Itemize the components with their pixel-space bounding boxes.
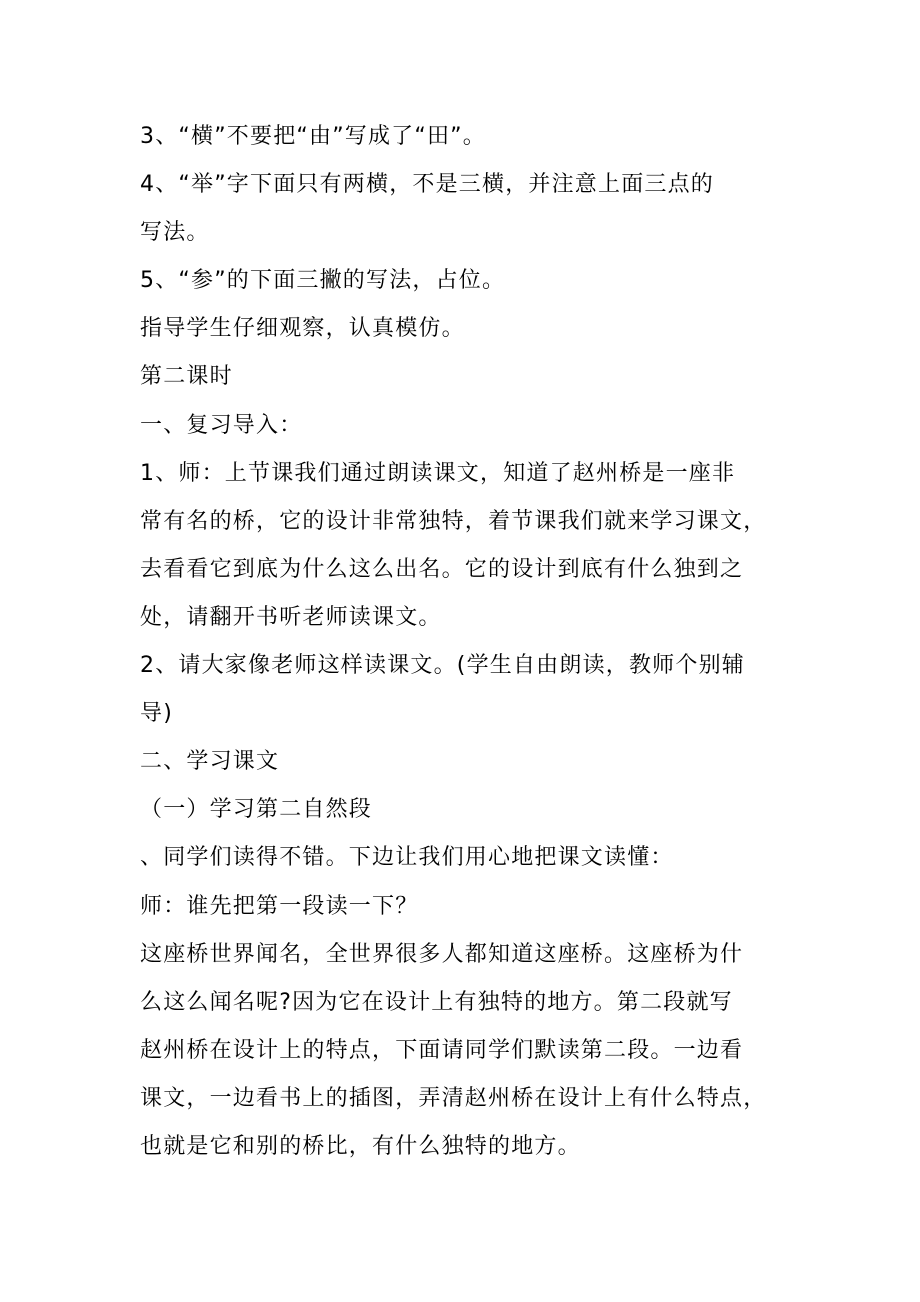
section-heading-review-intro: 一、复习导入： [140,412,303,438]
praise-paragraph: 、同学们读得不错。下边让我们用心地把课文读懂： [140,845,674,871]
explanation-line-5: 也就是它和别的桥比，有什么独特的地方。 [140,1133,581,1159]
review-step-1-line-2: 常有名的桥，它的设计非常独特，着节课我们就来学习课文， [140,508,767,534]
review-step-2-line-1: 2、请大家像老师这样读课文。(学生自由朗读，教师个别辅 [140,653,745,679]
review-step-1-line-3: 去看看它到底为什么这么出名。它的设计到底有什么独到之 [140,556,744,582]
list-item-4-ju-continued: 写法。 [140,220,210,246]
review-step-2-line-2: 导) [140,701,173,727]
explanation-line-3: 赵州桥在设计上的特点，下面请同学们默读第二段。一边看 [140,1037,744,1063]
list-item-3-heng: 3、“横”不要把“由”写成了“田”。 [140,124,486,149]
section-heading-second-lesson: 第二课时 [140,364,233,390]
section-heading-study-text: 二、学习课文 [140,749,280,775]
list-item-4-ju: 4、“举”字下面只有两横，不是三横，并注意上面三点的 [140,172,714,198]
explanation-line-2: 么这么闻名呢?因为它在设计上有独特的地方。第二段就写 [140,989,733,1015]
explanation-line-1: 这座桥世界闻名，全世界很多人都知道这座桥。这座桥为什 [140,941,744,967]
subsection-heading-paragraph-two: （一）学习第二自然段 [140,797,373,823]
teacher-question: 师：谁先把第一段读一下？ [140,893,419,919]
review-step-1-line-1: 1、师：上节课我们通过朗读课文，知道了赵州桥是一座非 [140,460,736,486]
list-item-5-can: 5、“参”的下面三撇的写法，占位。 [140,268,506,294]
guidance-paragraph: 指导学生仔细观察，认真模仿。 [140,316,465,342]
explanation-line-4: 课文，一边看书上的插图，弄清赵州桥在设计上有什么特点， [140,1085,767,1111]
lesson-plan-text [140,118,790,1176]
review-step-1-line-4: 处，请翻开书听老师读课文。 [140,604,442,630]
